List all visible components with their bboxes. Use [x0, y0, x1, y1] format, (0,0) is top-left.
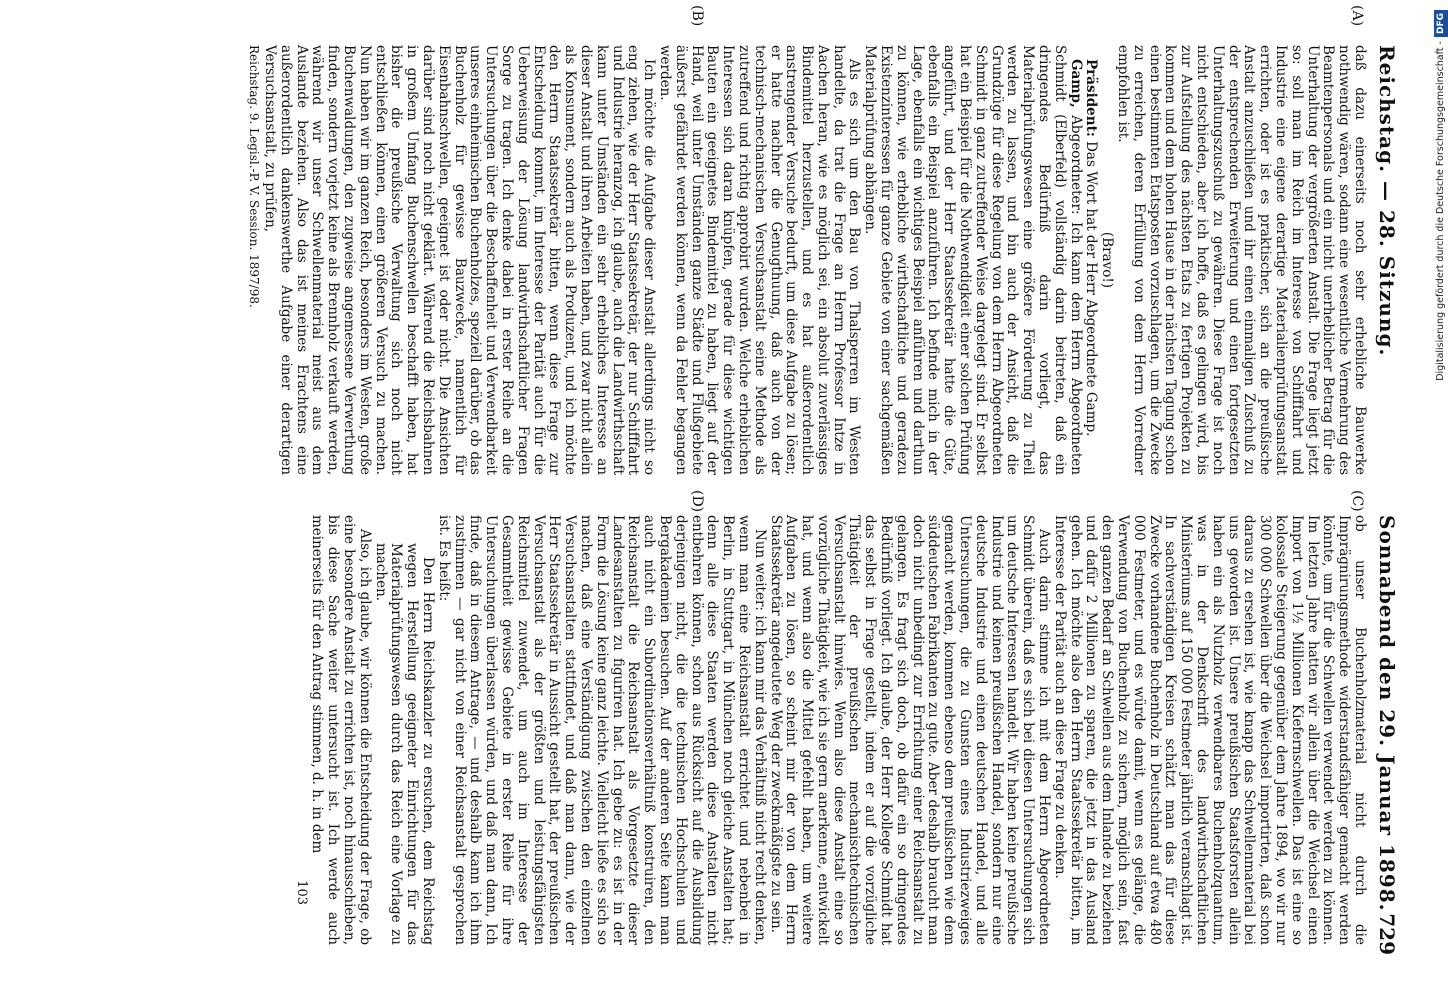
- margin-marker-b: (B): [689, 5, 705, 27]
- page-number: 729: [1375, 913, 1399, 955]
- interjection: (Bravo!): [1099, 231, 1116, 289]
- paragraph: ob unser Buchenholzmaterial nicht durch die Imprägnirungsmethode widerstandsfähiger gemacht werden könnte, um für die Schwellen verwendet werden zu können. Im letzten Jahre hatten wir allein über die Weichsel einen Import von 1½ Millionen Kiefernschwellen. Das ist eine so kolossale Steigerung gegenüber dem Jahre 1894, wo wir nur 300 000 Schwellen über die Weichsel importirten, daß schon daraus zu ersehen ist, wie knapp das Schwellenmaterial bei uns geworden ist. Unsere preußischen Staatsforsten allein haben ein als Nutzholz verwendbares Buchenholzquantum, was in der Denkschrift des landwirthschaftlichen Ministeriums auf 150 000 Festmeter jährlich veranschlagt ist. In sachverständigen Kreisen schätzt man das für diese Zwecke vorhandene Buchenholz in Deutschland auf etwa 480 000 Festmeter, und es würde damit, wenn es gelänge, die Verwendung von Buchenholz zu sichern, möglich sein, fast den ganzen Bedarf an Schwellen aus dem Inlande zu beziehen und dafür 2 Millionen zu sparen, die jetzt in das Ausland gehen. Ich möchte also den Herrn Staatssekretär bitten, im Interesse der Parität auch an diese Frage zu denken.: [1051, 515, 1368, 945]
- margin-marker-c: (C): [1349, 490, 1365, 512]
- paragraph: Nun weiter: ich kann mir das Verhältniß nicht recht denken, wenn man eine Reichsanstalt errichtet und nebenbei in Berlin, in Stuttgart, in München noch gleiche Anstalten hat; denn alle diese Staaten werden diese Anstalten nicht entbehren können, schon aus Rücksicht auf die Ausbildung derjenigen nicht, die die technischen Hochschulen und Bergakademien besuchen. Auf der anderen Seite kann man auch nicht ein Subordinationsverhältniß konstruiren, den Reichsanstalt die Reichsanstalt als Vorgesetzte dieser Landesanstalten zu figuriren hat. Ich gebe zu: es ist in der Form die Lösung keine ganz leichte. Vielleicht ließe es sich so machen, daß eine Verständigung zwischen den einzelnen Versuchsanstalten stattfindet, und daß man dann, wie der Herr Staatssekretär in Aussicht gestellt hat, der preußischen Versuchsanstalt als der größten und leistungsfähigsten Reichsmittel zuwendet, um auch im Interesse der Gesammtheit gewisse Gebiete in erster Reihe für ihre Untersuchungen überlassen würden, und daß man dann, Ich finde, daß in diesem Antrage, — und deshalb kann ich ihm zustimmen — gar nicht von einer Reichsanstalt gesprochen ist. Es heißt:: [435, 515, 768, 945]
- paragraph: Ich möchte die Aufgabe dieser Anstalt allerdings nicht so eng ziehen, wie der Herr Staatssekretär, der nur Schifffahrt und Industrie heranzog, ich glaube, auch die Landwirthschaft kann unter Umständen ein sehr erhebliches Interesse an dieser Anstalt und ihren Arbeiten haben, und zwar nicht allein als Konsument, sondern auch als Produzent, und ich möchte den Herrn Staatssekretär bitten, wenn diese Frage zur Entscheidung kommt, im Interesse der Parität auch für die Ueberweisung der Lösung landwirthschaftlicher Fragen Sorge zu tragen. Ich denke dabei in erster Reihe an die Untersuchungen über die Beschaffenheit und Verwendbarkeit unseres einheimischen Buchenholzes, speziell darüber, ob das Buchenholz für gewisse Bauzwecke, namentlich für Eisenbahnschwellen, geeignet ist oder nicht. Die Ansichten darüber sind noch nicht geklärt. Während die Reichsbahnen in großem Umfang Buchenschwellen beschafft haben, hat bisher die preußische Verwaltung sich noch nicht entschließen können, einen größeren Versuch zu machen. Nun haben wir im ganzen Reich, besonders im Westen, große Buchenwaldungen, den zugweise angemessene Verwerthung finden, sondern vorjetzt keine als Brennholz verkauft werden, während wir unser Schwellenmaterial meist aus dem Auslande beziehen. Also das ist meines Erachtens eine außerordentlich dankenswerthe Aufgabe einer derartigen Versuchsanstalt, zu prüfen,: [262, 45, 658, 475]
- paragraph: [862, 45, 1083, 475]
- credit-line: [1434, 10, 1448, 990]
- motion-quote: [372, 515, 435, 945]
- quote-text: Den Herrn Reichskanzler zu ersuchen, dem Reichstag wegen Herstellung geeigneter Einrichtungen für das Materialprüfungswesen durch das Reich eine Vorlage zu machen.: [372, 543, 436, 945]
- paragraph: Also, ich glaube, wir können die Entscheidung der Frage, ob eine besondere Anstalt zu errichten ist, noch hinausschieben, bis diese Sache weiter untersucht ist. Ich werde auch meinerseits für den Antrag stimmen, d. h. in dem: [309, 515, 373, 945]
- speech-text: Das Wort hat der Herr Abgeordnete Gamp.: [1083, 141, 1100, 437]
- digitization-credit: [1420, 10, 1446, 990]
- paragraph: Auch darin stimme ich mit dem Herrn Abgeordneten Schmidt überein, daß es sich bei diesen Untersuchungen sich um deutsche Interessen handelt. Wir haben keine preußische Industrie und keinen preußischen Handel, sondern nur eine deutsche Industrie und einen deutschen Handel, und alle Untersuchungen, die zu Gunsten eines Industriezweiges gemacht werden, kommen ebenso dem preußischen wie dem süddeutschen Fabrikanten zu gute. Aber deshalb braucht man doch nicht unbedingt zur Errichtung einer Reichsanstalt zu gelangen. Es fragt sich doch, ob dafür ein so dringendes Bedürfniß vorliegt. Ich glaube, der Herr Kollege Schmidt hat das selbst in Frage gestellt, indem er auf die vorzügliche Thätigkeit der preußischen mechanischtechnischen Versuchsanstalt hinwies. Wenn also diese Anstalt eine so vorzügliche Thätigkeit, wie ich sie gern anerkenne, entwickelt hat, und wenn also die Mittel gefehlt haben, um weitere Aufgaben zu lösen, so scheint mir der von dem Herrn Staatssekretär angedeutete Weg der zweckmäßigste zu sein.: [767, 515, 1053, 945]
- right-column: [67, 515, 1367, 945]
- paragraph: Als es sich um den Bau von Thalsperren im Westen handelte, da trat die Frage an Herrn Professor Intze in Aachen heran, wie es möglich sei, ein absolut zuverlässiges Bindemittel herzustellen, und es hat außerordentlich anstrengender Versuche bedurft, um diese Aufgabe zu lösen; er hatte nachher die Genugthuung, daß auch von der technisch-mechanischen Versuchsanstalt seine Methode als zutreffend und richtig approbirt wurden. Welche erheblichen Interessen sich daran knüpfen, gerade für diese wichtigen Bauten ein geeignetes Bindemittel zu haben, liegt auf der Hand, weil unter Umständen ganze Städte und Flußgebiete äußerst gefährdet werden können, wenn da Fehler begangen werden.: [656, 45, 863, 475]
- page-header: [1371, 45, 1405, 955]
- margin-marker-d: (D): [689, 490, 705, 513]
- header-left: Reichstag. — 28. Sitzung.: [1375, 45, 1399, 357]
- margin-marker-a: (A): [1349, 5, 1365, 27]
- left-column: [67, 45, 1367, 475]
- speaker-label: Präsident:: [1083, 59, 1100, 137]
- header-date: Sonnabend den 29. Januar 1898.: [1375, 515, 1399, 912]
- credit-text: Digitalisierung gefördert durch die Deutsche Forschungsgemeinschaft -: [1435, 41, 1446, 381]
- paragraph: daß dazu einerseits noch sehr erhebliche Bauwerke nothwendig wären, sodann eine wesentliche Vermehrung des Beamtenpersonals und ein nicht unerheblicher Betrag für die Unterhaltung der vergrößerten Anstalt. Die Frage liegt jetzt so: soll man im Reich im Interesse von Schifffahrt und Industrie eine eigene derartige Materialienprüfungsanstalt errichten, oder ist es praktischer, sich an die preußische Anstalt anzuschließen und ihr einen einmaligen Zuschuß zu der entsprechenden Erweiterung und einen fortgesetzten Unterhaltungszuschuß zu gewähren. Diese Frage ist noch nicht entschieden, aber ich hoffe, daß es gelingen wird, bis zur Aufstellung des nächsten Etats zu fertigen Projekten zu kommen und dem hohen Hause in der nächsten Tagung schon einen bestimmten Etatsposten vorzuschlagen, um die Zwecke zu erreichen, deren Erfüllung von dem Herrn Vorredner empfohlen ist.: [1115, 45, 1368, 475]
- page-mark: 103: [293, 880, 309, 905]
- dfg-logo: DFG: [1434, 10, 1448, 37]
- paragraph: [1083, 45, 1099, 475]
- session-footer: Reichstag. 9. Legisl.-P. V. Session. 1897/98.: [247, 45, 262, 308]
- speech-text: Abgeordneter: Ich kann dem Herrn Abgeordneten Schmidt (Elberfeld) vollständig darin beitreten, daß ein dringendes Bedürfniß darin vorliegt, das Materialprüfungswesen eine größere Förderung zu Theil werden zu lassen, und bin auch der Ansicht, daß die Grundzüge für diese Regelung von dem Herrn Abgeordneten Schmidt in ganz zutreffender Weise dargelegt sind. Er selbst hat ein Beispiel für die Nothwendigkeit einer solchen Prüfung angeführt, und der Herr Staatssekretär hatte die Güte, ebenfalls ein Beispiel anzuführen. Ich befinde mich in der Lage, ebenfalls ein wichtiges Beispiel anführen und darthun zu können, wie erhebliche wirthschaftliche und geradezu Existenzinteressen für ganze Gebiete von einer sachgemäßen Materialprüfung abhängen.: [862, 45, 1084, 475]
- rotated-document-page: [50, 5, 1405, 955]
- speaker-label: Gamp,: [1067, 59, 1084, 108]
